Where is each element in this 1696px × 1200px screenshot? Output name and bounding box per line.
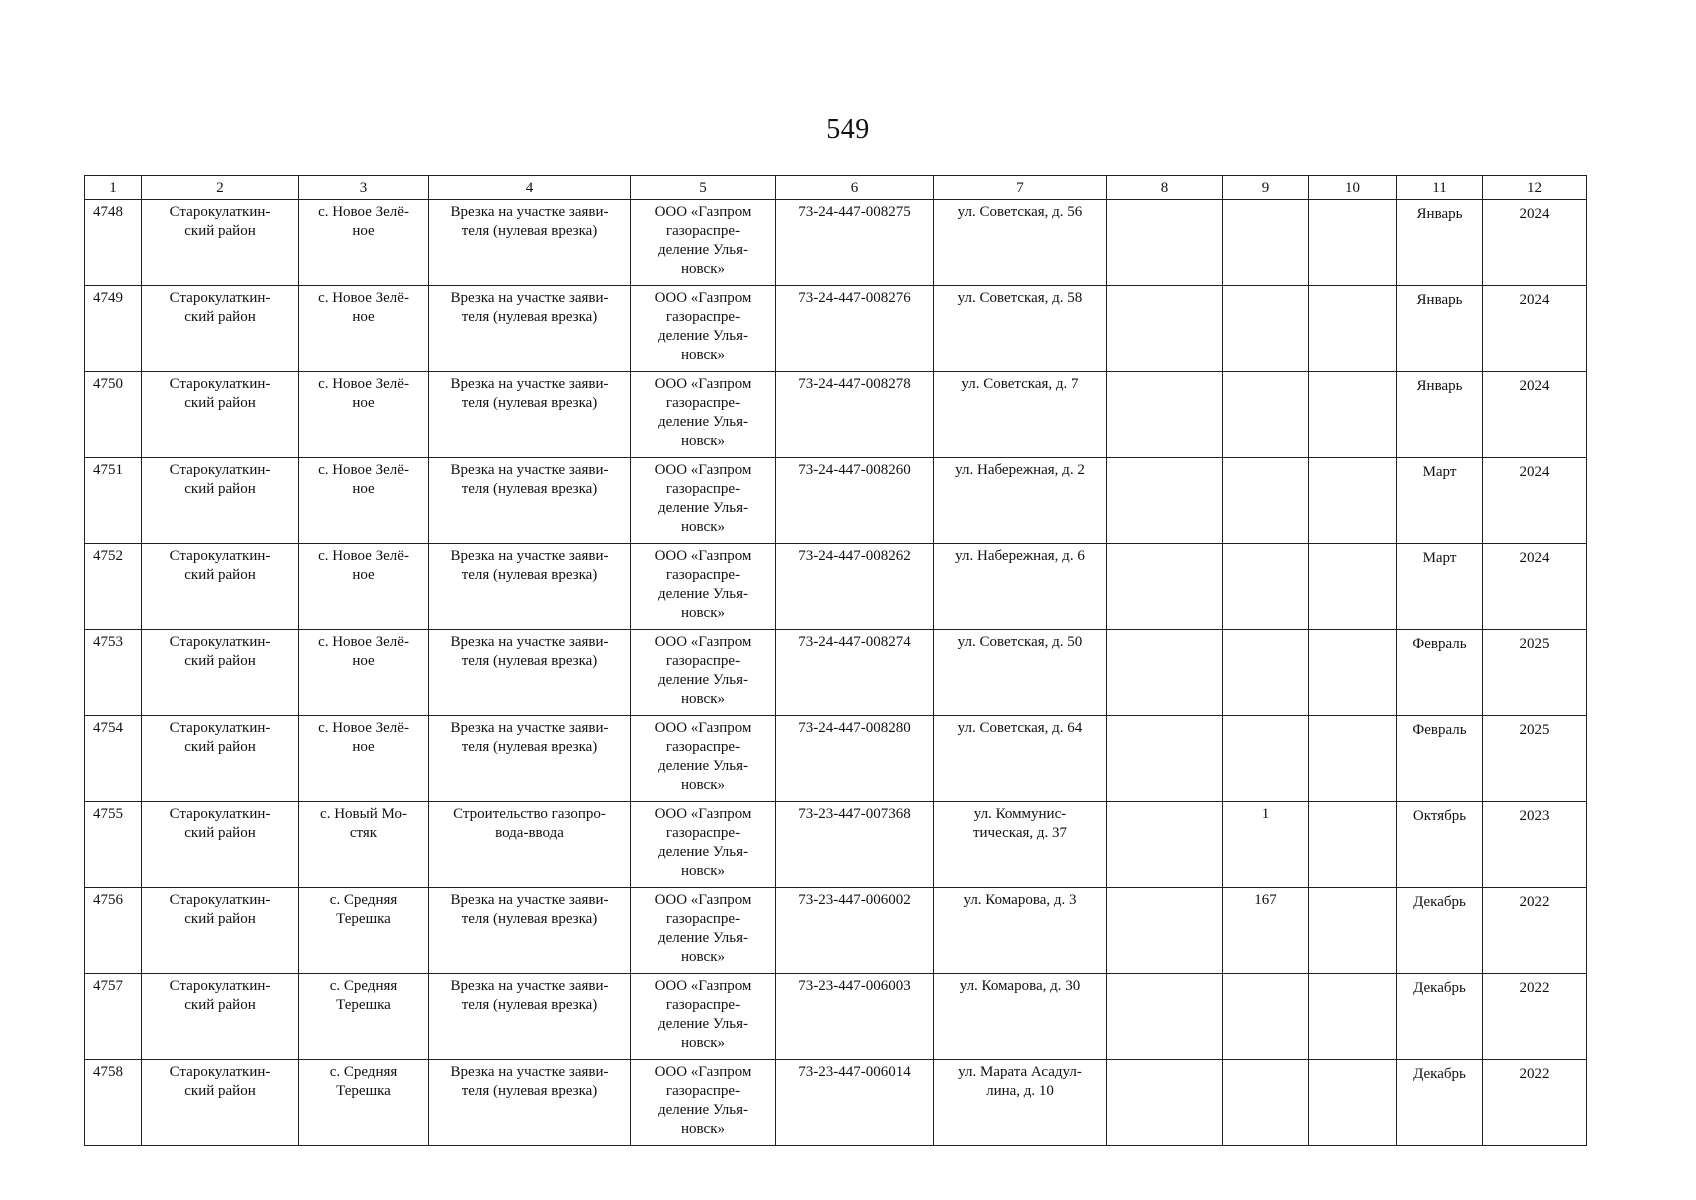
address-cell-text: ул. Набережная, д. 6 [955,548,1085,564]
month-cell [1397,372,1483,458]
object-code-cell [776,716,934,802]
row-number [85,544,142,630]
table-row [85,716,1587,802]
year-cell [1483,544,1587,630]
column-header-8: 8 [1107,176,1223,200]
table-row [85,458,1587,544]
column-9-cell [1223,544,1309,630]
address-cell-text: ул. Советская, д. 58 [957,290,1083,306]
row-number [85,974,142,1060]
district-cell [142,716,299,802]
organization-cell [631,544,776,630]
row-number [85,630,142,716]
row-number-text: 4758 [93,1064,123,1080]
month-cell [1397,630,1483,716]
address-cell [934,372,1107,458]
address-cell-text: ул. Советская, д. 7 [961,376,1079,392]
settlement-cell [299,888,429,974]
year-cell-text: 2022 [1519,980,1550,996]
organization-cell-text: ООО «Газпром газораспре- деление Улья- новск» [654,548,752,621]
row-number-text: 4750 [93,376,123,392]
address-cell [934,200,1107,286]
work-type-cell [429,286,631,372]
gasification-table [84,175,1587,1146]
table-row [85,200,1587,286]
organization-cell [631,974,776,1060]
column-header-2: 2 [142,176,299,200]
district-cell-text: Старокулаткин- ский район [169,462,271,497]
address-cell-text: ул. Советская, д. 50 [957,634,1083,650]
column-header-1: 1 [85,176,142,200]
organization-cell [631,802,776,888]
object-code-cell-text: 73-24-447-008260 [798,462,911,478]
column-8-cell [1107,802,1223,888]
settlement-cell-text: с. Средняя Терешка [329,892,398,927]
month-cell [1397,286,1483,372]
work-type-cell [429,888,631,974]
month-cell-text: Октябрь [1412,808,1467,824]
column-9-cell [1223,974,1309,1060]
row-number-text: 4756 [93,892,123,908]
settlement-cell-text: с. Новое Зелё- ное [318,204,409,239]
district-cell [142,200,299,286]
month-cell [1397,1060,1483,1146]
organization-cell [631,458,776,544]
work-type-cell-text: Врезка на участке заяви- теля (нулевая врезка) [450,204,609,239]
district-cell [142,802,299,888]
row-number [85,888,142,974]
header-row [85,176,1587,200]
organization-cell [631,372,776,458]
month-cell [1397,200,1483,286]
work-type-cell [429,802,631,888]
work-type-cell [429,630,631,716]
month-cell-text: Март [1422,550,1457,566]
object-code-cell [776,286,934,372]
table-row [85,888,1587,974]
row-number [85,372,142,458]
row-number-text: 4753 [93,634,123,650]
organization-cell-text: ООО «Газпром газораспре- деление Улья- новск» [654,634,752,707]
column-9-cell [1223,888,1309,974]
address-cell [934,888,1107,974]
column-8-cell [1107,372,1223,458]
district-cell [142,286,299,372]
year-cell-text: 2024 [1519,292,1550,308]
row-number [85,716,142,802]
district-cell-text: Старокулаткин- ский район [169,204,271,239]
table-row [85,802,1587,888]
row-number-text: 4751 [93,462,123,478]
organization-cell-text: ООО «Газпром газораспре- деление Улья- новск» [654,806,752,879]
object-code-cell [776,630,934,716]
organization-cell [631,888,776,974]
organization-cell-text: ООО «Газпром газораспре- деление Улья- новск» [654,978,752,1051]
column-10-cell [1309,286,1397,372]
column-10-cell [1309,372,1397,458]
organization-cell-text: ООО «Газпром газораспре- деление Улья- новск» [654,462,752,535]
column-9-cell-text: 1 [1261,806,1270,822]
settlement-cell-text: с. Новое Зелё- ное [318,634,409,669]
district-cell [142,888,299,974]
settlement-cell [299,1060,429,1146]
work-type-cell [429,544,631,630]
column-header-3: 3 [299,176,429,200]
district-cell [142,630,299,716]
district-cell-text: Старокулаткин- ский район [169,376,271,411]
column-9-cell [1223,286,1309,372]
column-header-6: 6 [776,176,934,200]
row-number-text: 4748 [93,204,123,220]
month-cell-text: Декабрь [1413,980,1466,996]
year-cell [1483,974,1587,1060]
district-cell-text: Старокулаткин- ский район [169,290,271,325]
year-cell [1483,286,1587,372]
table-row [85,544,1587,630]
organization-cell [631,630,776,716]
address-cell-text: ул. Марата Асадул- лина, д. 10 [958,1064,1082,1099]
object-code-cell [776,1060,934,1146]
district-cell [142,544,299,630]
year-cell-text: 2024 [1519,378,1550,394]
year-cell [1483,200,1587,286]
district-cell-text: Старокулаткин- ский район [169,892,271,927]
table-row [85,1060,1587,1146]
month-cell-text: Декабрь [1413,1066,1466,1082]
object-code-cell [776,888,934,974]
object-code-cell-text: 73-23-447-007368 [798,806,911,822]
settlement-cell-text: с. Новое Зелё- ное [318,462,409,497]
work-type-cell [429,974,631,1060]
object-code-cell [776,802,934,888]
district-cell-text: Старокулаткин- ский район [169,634,271,669]
organization-cell [631,716,776,802]
settlement-cell-text: с. Новое Зелё- ное [318,290,409,325]
object-code-cell [776,458,934,544]
column-header-12: 12 [1483,176,1587,200]
settlement-cell-text: с. Средняя Терешка [329,978,398,1013]
row-number-text: 4752 [93,548,123,564]
table-row [85,372,1587,458]
column-header-10: 10 [1309,176,1397,200]
settlement-cell [299,286,429,372]
district-cell-text: Старокулаткин- ский район [169,978,271,1013]
table-row [85,974,1587,1060]
row-number [85,458,142,544]
settlement-cell-text: с. Новое Зелё- ное [318,720,409,755]
month-cell [1397,716,1483,802]
column-10-cell [1309,802,1397,888]
organization-cell-text: ООО «Газпром газораспре- деление Улья- новск» [654,892,752,965]
year-cell-text: 2022 [1519,1066,1550,1082]
work-type-cell-text: Врезка на участке заяви- теля (нулевая врезка) [450,892,609,927]
work-type-cell-text: Врезка на участке заяви- теля (нулевая врезка) [450,376,609,411]
address-cell [934,716,1107,802]
row-number [85,1060,142,1146]
year-cell [1483,888,1587,974]
address-cell [934,458,1107,544]
page-number: 549 [826,114,870,145]
column-10-cell [1309,630,1397,716]
column-9-cell [1223,802,1309,888]
row-number-text: 4757 [93,978,123,994]
object-code-cell [776,200,934,286]
work-type-cell-text: Врезка на участке заяви- теля (нулевая врезка) [450,978,609,1013]
settlement-cell-text: с. Новый Мо- стяк [320,806,407,841]
object-code-cell-text: 73-23-447-006003 [798,978,911,994]
column-8-cell [1107,200,1223,286]
object-code-cell-text: 73-23-447-006002 [798,892,911,908]
column-8-cell [1107,286,1223,372]
district-cell [142,458,299,544]
settlement-cell [299,200,429,286]
settlement-cell-text: с. Новое Зелё- ное [318,548,409,583]
column-10-cell [1309,888,1397,974]
settlement-cell [299,630,429,716]
organization-cell [631,200,776,286]
year-cell-text: 2025 [1519,722,1550,738]
district-cell-text: Старокулаткин- ский район [169,1064,271,1099]
address-cell-text: ул. Коммунис- тическая, д. 37 [972,806,1068,841]
year-cell [1483,458,1587,544]
district-cell-text: Старокулаткин- ский район [169,548,271,583]
settlement-cell [299,974,429,1060]
month-cell [1397,544,1483,630]
column-10-cell [1309,200,1397,286]
row-number [85,286,142,372]
address-cell [934,1060,1107,1146]
column-header-4: 4 [429,176,631,200]
column-8-cell [1107,888,1223,974]
month-cell-text: Февраль [1412,636,1467,652]
settlement-cell [299,372,429,458]
work-type-cell [429,372,631,458]
row-number [85,200,142,286]
column-8-cell [1107,974,1223,1060]
month-cell-text: Январь [1416,206,1463,222]
object-code-cell-text: 73-24-447-008278 [798,376,911,392]
month-cell [1397,888,1483,974]
organization-cell-text: ООО «Газпром газораспре- деление Улья- новск» [654,720,752,793]
address-cell [934,974,1107,1060]
month-cell [1397,802,1483,888]
month-cell-text: Январь [1416,378,1463,394]
work-type-cell [429,716,631,802]
year-cell-text: 2024 [1519,550,1550,566]
object-code-cell [776,974,934,1060]
row-number-text: 4749 [93,290,123,306]
month-cell-text: Декабрь [1413,894,1466,910]
address-cell [934,286,1107,372]
column-9-cell [1223,630,1309,716]
address-cell-text: ул. Комарова, д. 3 [963,892,1077,908]
object-code-cell-text: 73-24-447-008274 [798,634,911,650]
work-type-cell [429,458,631,544]
year-cell-text: 2022 [1519,894,1550,910]
object-code-cell-text: 73-24-447-008262 [798,548,911,564]
column-10-cell [1309,544,1397,630]
column-header-7: 7 [934,176,1107,200]
organization-cell-text: ООО «Газпром газораспре- деление Улья- новск» [654,290,752,363]
column-8-cell [1107,1060,1223,1146]
address-cell-text: ул. Советская, д. 64 [957,720,1083,736]
district-cell-text: Старокулаткин- ский район [169,720,271,755]
column-9-cell [1223,1060,1309,1146]
column-8-cell [1107,544,1223,630]
object-code-cell [776,372,934,458]
row-number-text: 4755 [93,806,123,822]
settlement-cell [299,802,429,888]
work-type-cell-text: Врезка на участке заяви- теля (нулевая врезка) [450,548,609,583]
column-10-cell [1309,1060,1397,1146]
column-8-cell [1107,458,1223,544]
year-cell [1483,716,1587,802]
column-9-cell-text: 167 [1254,892,1277,908]
table-body [85,200,1587,1146]
settlement-cell [299,716,429,802]
column-9-cell [1223,716,1309,802]
work-type-cell-text: Врезка на участке заяви- теля (нулевая врезка) [450,634,609,669]
row-number [85,802,142,888]
month-cell-text: Март [1422,464,1457,480]
object-code-cell-text: 73-24-447-008275 [798,204,911,220]
work-type-cell-text: Врезка на участке заяви- теля (нулевая врезка) [450,462,609,497]
column-9-cell [1223,372,1309,458]
month-cell [1397,974,1483,1060]
column-9-cell [1223,458,1309,544]
object-code-cell-text: 73-24-447-008276 [798,290,911,306]
organization-cell-text: ООО «Газпром газораспре- деление Улья- новск» [654,204,752,277]
district-cell-text: Старокулаткин- ский район [169,806,271,841]
settlement-cell-text: с. Средняя Терешка [329,1064,398,1099]
column-10-cell [1309,458,1397,544]
work-type-cell [429,1060,631,1146]
work-type-cell-text: Врезка на участке заяви- теля (нулевая врезка) [450,1064,609,1099]
district-cell [142,1060,299,1146]
address-cell [934,802,1107,888]
work-type-cell-text: Строительство газопро- вода-ввода [453,806,606,841]
table-row [85,286,1587,372]
address-cell [934,544,1107,630]
month-cell-text: Январь [1416,292,1463,308]
organization-cell-text: ООО «Газпром газораспре- деление Улья- новск» [654,1064,752,1137]
column-header-11: 11 [1397,176,1483,200]
column-10-cell [1309,974,1397,1060]
work-type-cell-text: Врезка на участке заяви- теля (нулевая врезка) [450,290,609,325]
district-cell [142,974,299,1060]
month-cell-text: Февраль [1412,722,1467,738]
column-8-cell [1107,630,1223,716]
address-cell-text: ул. Комарова, д. 30 [959,978,1081,994]
table-row [85,630,1587,716]
year-cell-text: 2023 [1519,808,1550,824]
column-8-cell [1107,716,1223,802]
column-9-cell [1223,200,1309,286]
year-cell [1483,802,1587,888]
year-cell-text: 2024 [1519,206,1550,222]
settlement-cell [299,544,429,630]
year-cell [1483,1060,1587,1146]
organization-cell [631,1060,776,1146]
organization-cell-text: ООО «Газпром газораспре- деление Улья- новск» [654,376,752,449]
object-code-cell [776,544,934,630]
work-type-cell-text: Врезка на участке заяви- теля (нулевая врезка) [450,720,609,755]
object-code-cell-text: 73-24-447-008280 [798,720,911,736]
year-cell [1483,630,1587,716]
column-10-cell [1309,716,1397,802]
column-header-5: 5 [631,176,776,200]
row-number-text: 4754 [93,720,123,736]
year-cell-text: 2025 [1519,636,1550,652]
address-cell-text: ул. Советская, д. 56 [957,204,1083,220]
column-header-9: 9 [1223,176,1309,200]
month-cell [1397,458,1483,544]
year-cell-text: 2024 [1519,464,1550,480]
settlement-cell-text: с. Новое Зелё- ное [318,376,409,411]
settlement-cell [299,458,429,544]
address-cell [934,630,1107,716]
object-code-cell-text: 73-23-447-006014 [798,1064,911,1080]
district-cell [142,372,299,458]
work-type-cell [429,200,631,286]
year-cell [1483,372,1587,458]
address-cell-text: ул. Набережная, д. 2 [955,462,1085,478]
organization-cell [631,286,776,372]
